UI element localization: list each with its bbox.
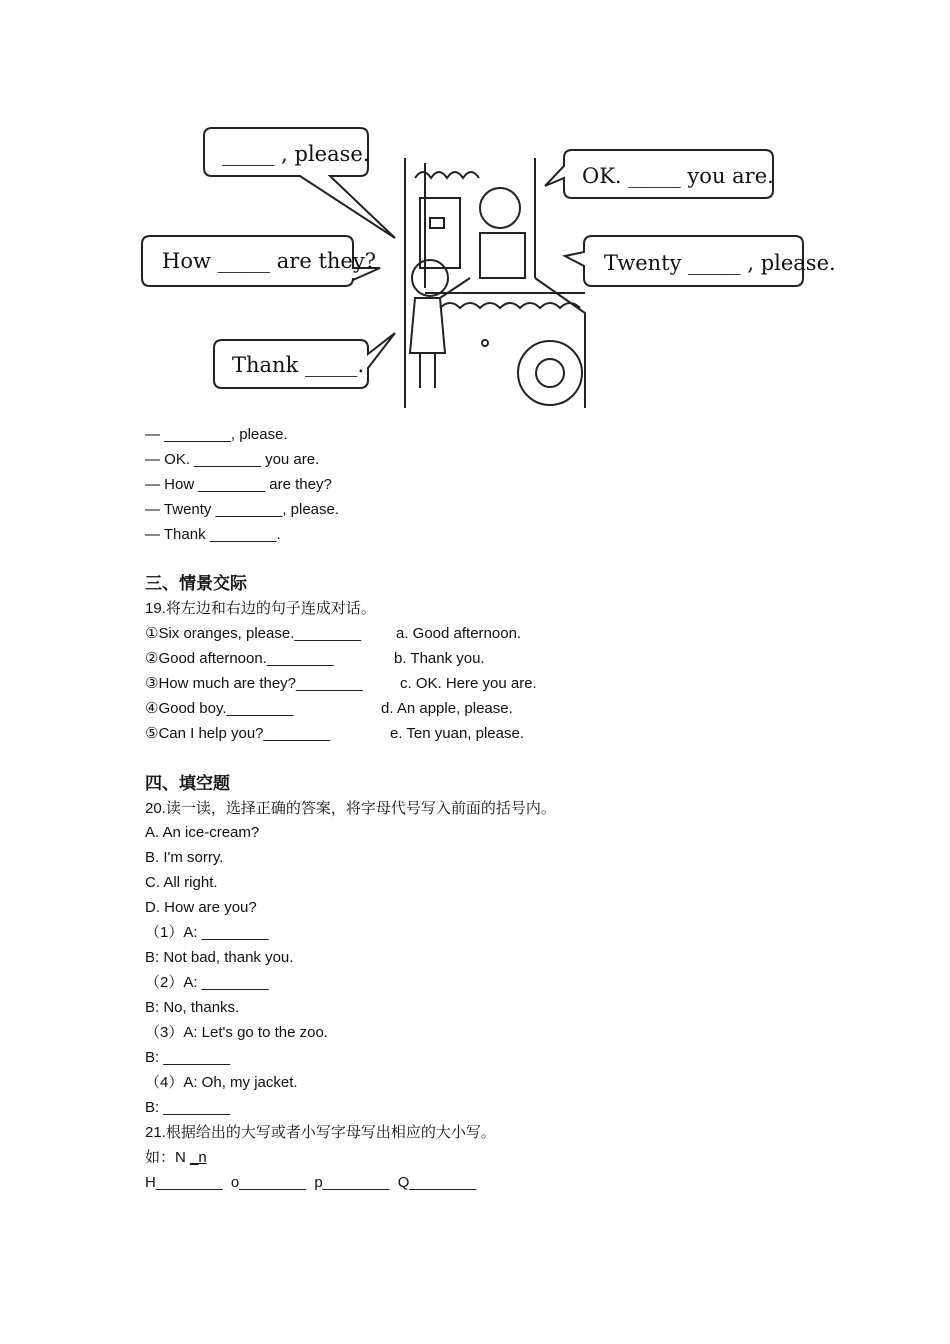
bubble-please	[204, 128, 395, 238]
bubble-how-text: How _____ are they?	[162, 249, 376, 273]
example-answer: _n	[190, 1149, 207, 1166]
bubble-ok-text: OK. _____ you are.	[582, 164, 774, 188]
dialog-2-b: B: No, thanks.	[145, 999, 240, 1016]
letters-line: H________ o________ p________ Q________	[145, 1174, 477, 1191]
dialogue-line-1: — ________, please.	[145, 426, 288, 443]
section4-heading: 四、填空题	[145, 774, 230, 793]
dialogue-line-2: — OK. ________ you are.	[145, 451, 320, 468]
dialog-3-b: B: ________	[145, 1049, 231, 1066]
match-right-a: a. Good afternoon.	[396, 625, 522, 642]
bubble-twenty	[565, 236, 836, 286]
match-left-5: ⑤Can I help you?________	[145, 725, 331, 742]
section3-heading: 三、情景交际	[145, 574, 247, 593]
dialog-3-a: （3）A: Let's go to the zoo.	[145, 1024, 328, 1041]
bubble-how	[142, 236, 380, 286]
bubble-thank-text: Thank _____.	[232, 353, 365, 377]
match-left-4: ④Good boy.________	[145, 700, 294, 717]
question-19: 19.将左边和右边的句子连成对话。	[145, 600, 376, 617]
match-left-3: ③How much are they?________	[145, 675, 363, 692]
dialog-1-a: （1）A: ________	[145, 924, 269, 941]
example-prefix: 如：N	[145, 1149, 191, 1166]
question-20: 20.读一读，选择正确的答案，将字母代号写入前面的括号内。	[145, 800, 556, 817]
example-line	[145, 1148, 207, 1168]
dialog-4-b: B: ________	[145, 1099, 231, 1116]
dialog-4-a: （4）A: Oh, my jacket.	[145, 1074, 298, 1091]
question-21: 21.根据给出的大写或者小写字母写出相应的大小写。	[145, 1124, 496, 1141]
match-right-d: d. An apple, please.	[381, 700, 513, 717]
option-b: B. I'm sorry.	[145, 849, 224, 866]
match-left-1: ①Six oranges, please.________	[145, 625, 362, 642]
dialog-1-b: B: Not bad, thank you.	[145, 949, 294, 966]
match-left-2: ②Good afternoon.________	[145, 650, 334, 667]
ice-cream-van-illustration	[140, 118, 836, 408]
option-c: C. All right.	[145, 874, 218, 891]
bubble-please-text: _____ , please.	[222, 142, 370, 166]
option-a: A. An ice-cream?	[145, 824, 260, 841]
dialog-2-a: （2）A: ________	[145, 974, 269, 991]
dialogue-line-4: — Twenty ________, please.	[145, 501, 340, 518]
match-right-e: e. Ten yuan, please.	[390, 725, 524, 742]
bubble-twenty-text: Twenty _____ , please.	[604, 251, 836, 275]
bubble-ok	[545, 150, 774, 198]
match-right-b: b. Thank you.	[394, 650, 485, 667]
bubble-thank	[214, 333, 395, 388]
dialogue-line-5: — Thank ________.	[145, 526, 281, 543]
match-right-c: c. OK. Here you are.	[400, 675, 537, 692]
dialogue-line-3: — How ________ are they?	[145, 476, 332, 493]
van-drawing	[405, 158, 585, 408]
option-d: D. How are you?	[145, 899, 257, 916]
